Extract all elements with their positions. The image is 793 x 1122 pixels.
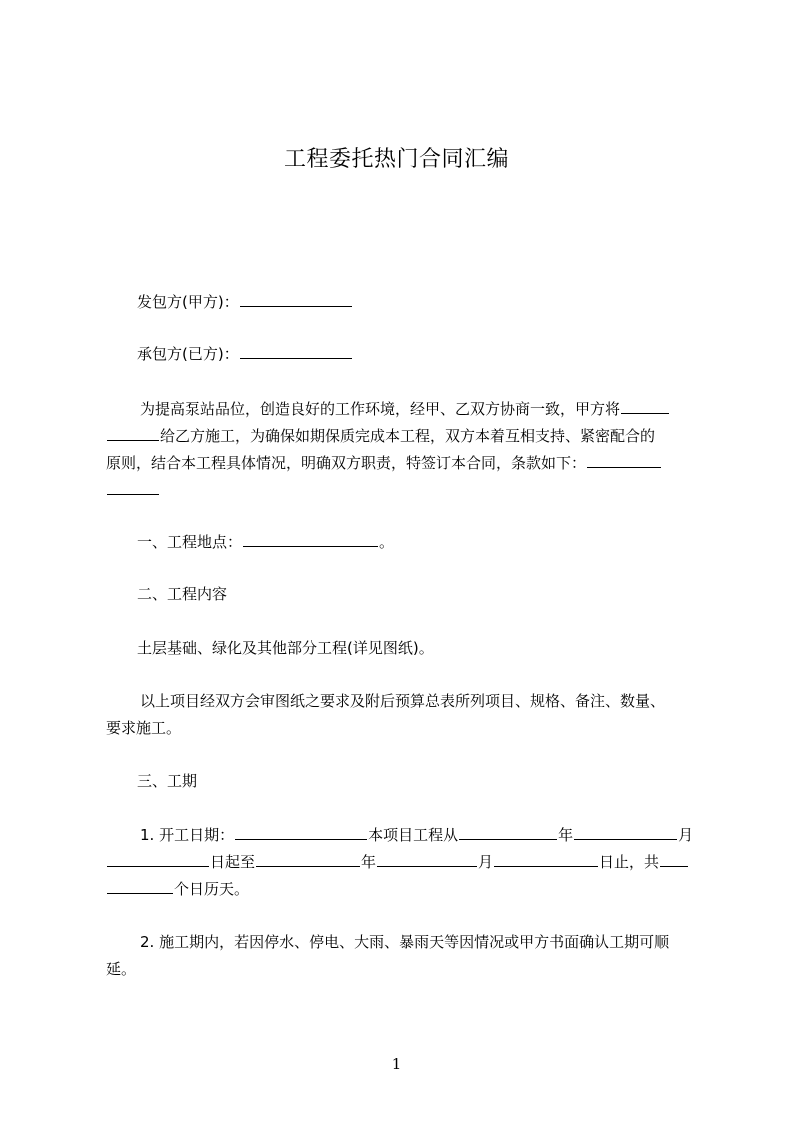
to-year-blank — [256, 851, 360, 867]
party-b-line — [137, 343, 353, 364]
to-month-blank — [377, 851, 477, 867]
intro-text-2: 给乙方施工，为确保如期保质完成本工程，双方本着互相支持、紧密配合的 — [160, 427, 656, 445]
intro-blank-1 — [621, 398, 669, 414]
schedule-text-until: 日起至 — [210, 853, 256, 871]
to-day-blank — [494, 851, 598, 867]
from-day-blank — [107, 851, 209, 867]
schedule-line-2 — [106, 851, 689, 872]
start-date-blank — [235, 824, 367, 840]
page-number: 1 — [391, 1055, 402, 1073]
schedule-item-2-line-1: 2. 施工期内，若因停水、停电、大雨、暴雨天等因情况或甲方书面确认工期可顺 — [140, 933, 670, 951]
party-a-label: 发包方(甲方)： — [137, 293, 239, 311]
from-year-blank — [459, 824, 557, 840]
days-blank-1 — [660, 851, 688, 867]
days-blank-2 — [107, 878, 173, 894]
section-2-heading: 二、工程内容 — [137, 585, 228, 603]
from-month-blank — [574, 824, 677, 840]
schedule-text-year-2: 年 — [361, 853, 377, 871]
intro-line-2 — [106, 425, 655, 446]
intro-line-3 — [106, 452, 662, 473]
party-b-blank — [240, 343, 352, 359]
document-title: 工程委托热门合同汇编 — [283, 147, 509, 172]
intro-line-1 — [140, 398, 670, 419]
start-date-label: 1. 开工日期： — [140, 826, 235, 844]
schedule-item-2-line-2: 延。 — [106, 960, 137, 978]
section-1-line — [137, 531, 394, 552]
schedule-line-3 — [106, 878, 249, 899]
intro-text-3: 原则，结合本工程具体情况，明确双方职责，特签订本合同，条款如下： — [106, 454, 587, 472]
intro-line-4 — [106, 479, 160, 500]
section-2-para-2-line-2: 要求施工。 — [106, 719, 182, 737]
location-blank — [243, 531, 378, 547]
schedule-text-days: 个日历天。 — [174, 880, 250, 898]
intro-blank-3 — [587, 452, 661, 468]
party-a-blank — [240, 291, 352, 307]
section-2-para-2-line-1: 以上项目经双方会审图纸之要求及附后预算总表所列项目、规格、备注、数量、 — [140, 692, 666, 710]
section-1-label: 一、工程地点： — [137, 533, 243, 551]
schedule-text-total: 日止，共 — [599, 853, 660, 871]
party-b-label: 承包方(已方)： — [137, 345, 239, 363]
schedule-text-month-1: 月 — [678, 826, 694, 844]
intro-text-1: 为提高泵站品位，创造良好的工作环境，经甲、乙双方协商一致，甲方将 — [140, 400, 621, 418]
section-1-end: 。 — [379, 533, 395, 551]
section-2-para-1: 土层基础、绿化及其他部分工程(详见图纸)。 — [137, 639, 434, 657]
intro-blank-4 — [107, 479, 159, 495]
party-a-line — [137, 291, 353, 312]
schedule-text-year-1: 年 — [558, 826, 574, 844]
intro-blank-2 — [107, 425, 159, 441]
section-3-heading: 三、工期 — [137, 772, 198, 790]
schedule-line-1 — [140, 824, 693, 845]
schedule-text-from: 本项目工程从 — [368, 826, 459, 844]
schedule-text-month-2: 月 — [478, 853, 494, 871]
